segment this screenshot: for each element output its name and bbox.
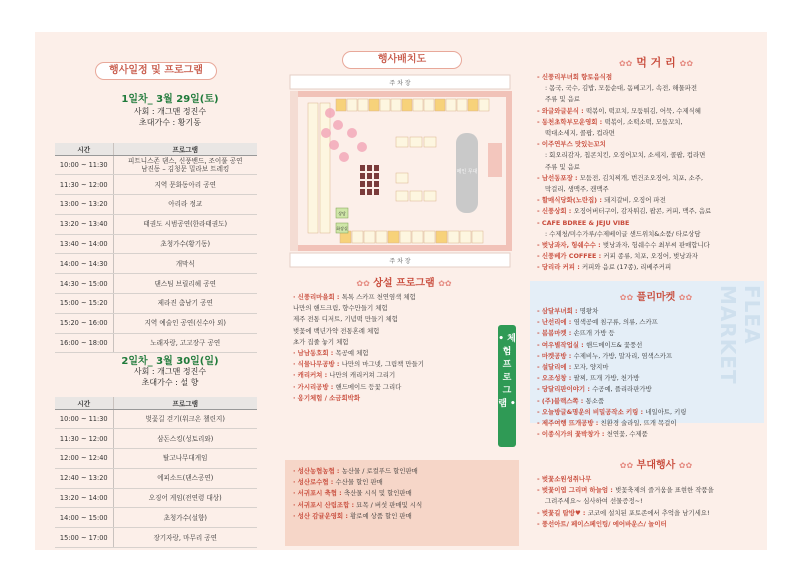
- day2-singer: 초대가수 : 설 향: [141, 378, 199, 387]
- flower-icon: ✿✿: [679, 59, 694, 68]
- list-item: [537, 218, 765, 229]
- table-row: [55, 409, 257, 429]
- item-key: - 이주연부스 맛있는꼬치: [537, 140, 606, 149]
- list-item: [537, 351, 737, 362]
- item-key: - 벚꽃소원성취나무: [537, 475, 592, 483]
- vertical-booth-1: [308, 103, 318, 233]
- item-key: - 신풍베가 COFFEE :: [537, 252, 604, 261]
- list-item: [537, 396, 737, 407]
- table: [360, 181, 365, 187]
- booth: [358, 99, 368, 111]
- item-key: - 당리라 커피 :: [537, 263, 582, 272]
- item-value: 벚꽃축제의 즐거움을 표현한 작품을: [615, 486, 714, 495]
- booth: [336, 99, 346, 111]
- row-time: 10:00 ~ 11:30: [55, 409, 113, 429]
- row-time: 14:00 ~ 15:00: [55, 508, 113, 528]
- table: [367, 181, 372, 187]
- item-key: - 신풍리부녀회 향토음식점: [537, 73, 613, 81]
- row-time: 16:00 ~ 18:00: [55, 333, 113, 353]
- row-program: 오징어 게임(전연령 대상): [113, 488, 257, 508]
- table-row: [55, 175, 257, 195]
- table-row: [55, 274, 257, 294]
- list-item: [293, 511, 513, 522]
- bottom-booth-row: [340, 231, 483, 243]
- list-item: [293, 393, 498, 404]
- row-time: 11:30 ~ 12:00: [55, 175, 113, 195]
- booth: [435, 99, 445, 111]
- booth: [376, 231, 387, 243]
- cherry-tree: [321, 128, 331, 138]
- item-value: : 수제청/미수가루/수제베이글 샌드위치&소품/ 타로상담: [545, 229, 701, 238]
- row-time: 13:20 ~ 13:40: [55, 214, 113, 234]
- booth: [400, 231, 411, 243]
- day1-heading: 1일차_ 3월 29일(토): [121, 94, 219, 105]
- flea-title: ✿✿ 플리마켓 ✿✿: [619, 292, 693, 303]
- side-events-title: ✿✿ 부대행사 ✿✿: [619, 460, 693, 471]
- item-key: - 벚낭과자, 헝쉐수수 :: [537, 241, 603, 250]
- item-value: 주류 및 음료: [545, 95, 580, 104]
- table-row: [55, 488, 257, 508]
- table: [374, 165, 379, 171]
- cherry-tree: [329, 140, 339, 150]
- cherry-tree: [333, 120, 343, 130]
- list-item: [537, 150, 765, 161]
- flea-list: [537, 306, 737, 440]
- cherry-tree: [325, 108, 335, 118]
- item-value: 핸드메이드 등꽃 그리다: [335, 382, 402, 391]
- list-item: [537, 72, 765, 83]
- booth: [457, 99, 467, 111]
- table-row: [55, 155, 257, 175]
- venue-map: [278, 73, 522, 268]
- row-time: 10:00 ~ 11:30: [55, 155, 113, 175]
- flower-icon: ✿✿: [618, 59, 633, 68]
- list-item: [293, 314, 498, 325]
- item-value: 염색공예 침구류, 의류, 스카프: [573, 318, 658, 327]
- row-program: 댄스팀 브릴리헤 공연: [113, 274, 257, 294]
- row-program: 탈고나무대게임: [113, 449, 257, 469]
- row-program: 개막식: [113, 254, 257, 274]
- experience-banner: • 체 험 프 로 그 램 •: [498, 325, 516, 447]
- booth: [479, 99, 489, 111]
- item-key: - 오늘방글&명운의 비밀공작소 키링 :: [537, 407, 646, 416]
- col-program: 프로그램: [113, 143, 257, 155]
- table-row: [55, 429, 257, 449]
- row-time: 13:40 ~ 14:00: [55, 234, 113, 254]
- flea-watermark: FLEA MARKET: [716, 285, 764, 385]
- item-value: 톡톡 스카프 천연염색 체험: [341, 293, 416, 301]
- item-value: 네일아트, 키링: [645, 407, 687, 416]
- row-time: 15:00 ~ 15:20: [55, 294, 113, 314]
- item-value: 묘목 / 버섯 판매및 시식: [356, 500, 423, 509]
- kiosk-label: 상담: [338, 211, 346, 216]
- row-program: 지역 문화동아리 공연: [113, 175, 257, 195]
- item-key: - 이종식가의 꽃박창가 :: [537, 430, 607, 439]
- item-key: - 신풍상회 :: [537, 207, 574, 216]
- item-value: 떡볶이, 소떡소떡, 모둠꼬치,: [604, 117, 683, 126]
- list-item: [537, 206, 765, 217]
- row-time: 15:20 ~ 16:00: [55, 313, 113, 333]
- booth: [396, 191, 408, 201]
- list-item: [537, 173, 765, 184]
- list-item: [537, 106, 765, 117]
- col-time: 시간: [55, 143, 113, 155]
- left-road: [290, 91, 298, 251]
- list-item: [537, 184, 765, 195]
- row-program: 삼돈스킹(성토리와): [113, 429, 257, 449]
- row-program: 장기자랑, 마무리 공연: [113, 528, 257, 548]
- stage-label: 메인 무대: [456, 169, 478, 175]
- list-item: [293, 326, 498, 337]
- booth: [396, 137, 408, 147]
- list-item: [537, 195, 765, 206]
- list-item: [537, 407, 737, 418]
- list-item: [537, 229, 765, 240]
- row-time: 11:30 ~ 12:00: [55, 429, 113, 449]
- item-key: - 와글와글분식 :: [537, 106, 586, 115]
- row-program: 초청가수(설향): [113, 508, 257, 528]
- table-row: [55, 508, 257, 528]
- item-value: 나만의 핸드크림, 향수만들기 체험: [293, 304, 388, 313]
- row-program: 에피소드(댄스공연): [113, 468, 257, 488]
- booth: [436, 231, 447, 243]
- flower-icon: ✿✿: [619, 461, 634, 470]
- list-item: [293, 466, 513, 477]
- list-item: [537, 317, 737, 328]
- row-time: 14:00 ~ 14:30: [55, 254, 113, 274]
- item-value: 벚낭과자, 헝쉐수수 최부씨 판매합니다: [602, 241, 710, 250]
- cherry-tree: [357, 142, 367, 152]
- booth: [412, 231, 423, 243]
- list-item: [537, 262, 765, 273]
- list-item: [537, 362, 737, 373]
- item-key: - 봄봄마켓 :: [537, 329, 574, 338]
- item-value: 커피와 음료 (17종), 리베주커피: [581, 263, 672, 272]
- seating-area: [360, 165, 379, 195]
- item-value: 친환경 술라일, 뜨개 목걸이: [600, 419, 677, 428]
- booth: [472, 231, 483, 243]
- booth: [424, 99, 434, 111]
- table-row: [55, 254, 257, 274]
- booth: [468, 99, 478, 111]
- item-value: 손뜨개 가방 등: [573, 329, 615, 338]
- booth: [369, 99, 379, 111]
- list-item: [537, 519, 765, 530]
- item-key: - 동천초학부모운영회 :: [537, 117, 605, 126]
- item-value: 축산물 시식 및 할인판매: [343, 489, 412, 498]
- booth: [396, 173, 408, 183]
- item-value: 떡대소세지, 콜팝, 컵라면: [545, 129, 615, 138]
- item-value: 제주 전통 디저트, 기념떡 만들기 체험: [293, 315, 398, 324]
- row-time: 13:00 ~ 13:20: [55, 195, 113, 215]
- top-road: [298, 91, 508, 97]
- booth: [410, 191, 422, 201]
- row-program: 초청가수(황기동): [113, 234, 257, 254]
- table: [360, 165, 365, 171]
- item-key: - 당달리판이야기 :: [537, 385, 593, 394]
- side-events-list: [537, 474, 765, 530]
- item-value: 천연꽃, 수제품: [606, 430, 648, 439]
- item-key: · 성산농협농협 :: [293, 467, 342, 475]
- list-item: [293, 292, 498, 303]
- item-value: 초가 집줄 놓기 체험: [293, 337, 349, 346]
- market-list: [293, 466, 513, 522]
- day2-schedule-table: [55, 397, 257, 548]
- list-item: [293, 500, 513, 511]
- row-time: 12:40 ~ 13:20: [55, 468, 113, 488]
- booth: [380, 99, 390, 111]
- table: [374, 181, 379, 187]
- list-item: [537, 128, 765, 139]
- booth: [413, 99, 423, 111]
- flower-icon: ✿✿: [619, 293, 634, 302]
- item-value: 벚꽃에 백년가약 전통혼례 체험: [293, 326, 380, 335]
- item-value: 수공예, 플리라판가방: [592, 385, 652, 394]
- booth: [448, 231, 459, 243]
- item-value: 그려주세요~ 심사하여 선물증정~!: [545, 497, 643, 506]
- row-program: 벚꽃길 걷기(워크온 챌린지): [113, 409, 257, 429]
- center-booths: [396, 137, 436, 201]
- list-item: [293, 348, 498, 359]
- item-key: · 신풍리마을회 :: [293, 293, 342, 301]
- table: [367, 165, 372, 171]
- item-key: - 할매식당화(노란집) :: [537, 196, 605, 205]
- row-time: 13:20 ~ 14:00: [55, 488, 113, 508]
- list-item: [537, 117, 765, 128]
- day2-heading: 2일차_ 3월 30일(일): [121, 356, 219, 367]
- item-key: - 설달리에 :: [537, 363, 574, 372]
- row-time: 12:00 ~ 12:40: [55, 449, 113, 469]
- list-item: [293, 477, 513, 488]
- schedule-title: 행사일정 및 프로그램: [95, 62, 217, 80]
- item-value: 커피 종류, 치포, 오징어, 벚낭과자: [603, 252, 698, 261]
- item-value: 오징어버터구이, 감자튀김, 팝콘, 커피, 맥주, 음료: [573, 207, 712, 216]
- row-time: 15:00 ~ 17:00: [55, 528, 113, 548]
- item-value: 주류 및 음료: [545, 162, 580, 171]
- item-value: 떡볶이, 떡꼬치, 모둠튀김, 어묵, 수제식혜: [585, 106, 701, 115]
- table: [360, 189, 365, 195]
- list-item: [537, 429, 737, 440]
- day1-singer: 초대가수 : 황기동: [139, 118, 201, 127]
- list-item: [537, 474, 765, 485]
- list-item: [537, 139, 765, 150]
- item-value: : 몸국, 국수, 김밥, 모둠순대, 돔베고기, 속전, 해물파전: [545, 84, 698, 93]
- item-key: · 식물나무공방 :: [293, 360, 342, 369]
- item-value: 코코에 설치된 포토존에서 추억을 남기세요!: [587, 508, 710, 517]
- item-value: 통소품: [585, 396, 605, 405]
- table: [374, 173, 379, 179]
- table-row: [55, 214, 257, 234]
- item-key: - CAFE BDREE & JEJU VIBE: [537, 218, 630, 227]
- flower-icon: ✿✿: [678, 293, 693, 302]
- item-key: - 오조성창 :: [537, 374, 574, 383]
- item-key: - 난선리에 :: [537, 318, 574, 327]
- item-value: 돼지갈비, 오징어 파전: [604, 196, 666, 205]
- list-item: [293, 488, 513, 499]
- list-item: [537, 251, 765, 262]
- booth: [410, 137, 422, 147]
- list-item: [537, 418, 737, 429]
- item-key: · 캐리커쳐 :: [293, 371, 330, 380]
- day1-schedule-table: [55, 143, 257, 353]
- booth: [402, 99, 412, 111]
- top-parking-label: 주 차 장: [389, 80, 411, 87]
- list-item: [537, 240, 765, 251]
- bottom-road: [298, 245, 508, 251]
- experience-title: ✿✿ 상설 프로그램 ✿✿: [356, 278, 452, 289]
- table-row: [55, 234, 257, 254]
- cherry-tree: [347, 128, 357, 138]
- item-key: - 제주여행 뜨개공방 :: [537, 419, 601, 428]
- table-row: [55, 528, 257, 548]
- bottom-parking-label: 주 차 장: [389, 258, 411, 265]
- item-value: 나만의 마그넷, 그림책 만들기: [341, 360, 424, 369]
- table-row: [55, 468, 257, 488]
- booth: [446, 99, 456, 111]
- item-key: - 삼달부녀회 :: [537, 307, 580, 315]
- day1-mc: 사회 : 개그맨 정진수: [133, 107, 207, 116]
- top-booth-row: [336, 99, 489, 111]
- item-value: 핸드메이드& 꽃풍선: [585, 340, 643, 349]
- table: [367, 189, 372, 195]
- table-row: [55, 313, 257, 333]
- list-item: [537, 83, 765, 94]
- flower-icon: ✿✿: [438, 279, 452, 288]
- list-item: [537, 94, 765, 105]
- table-row: [55, 449, 257, 469]
- item-value: 수제비누, 가방, 말자리, 염색스카프: [573, 351, 673, 360]
- list-item: [293, 382, 498, 393]
- list-item: [537, 496, 765, 507]
- item-value: 모자, 양지마: [573, 363, 609, 372]
- item-key: - 남선동포장 :: [537, 173, 580, 182]
- row-program: 태권도 시범공연(한라태권도): [113, 214, 257, 234]
- table: [360, 173, 365, 179]
- col-program: 프로그램: [113, 397, 257, 409]
- right-road: [506, 91, 512, 251]
- list-item: [537, 373, 737, 384]
- item-value: 막걸리, 생맥주, 캔맥주: [545, 185, 609, 194]
- booth: [364, 231, 375, 243]
- item-value: : 회오리감자, 칩콘치킨, 오징어꼬치, 소세지, 콜팝, 컵라면: [545, 151, 706, 160]
- toilet-label: 화장실: [336, 226, 348, 231]
- experience-list: [293, 292, 498, 404]
- list-item: [293, 370, 498, 381]
- item-key: · 성산로수협 :: [293, 478, 336, 487]
- item-key: - 풍선아트/ 페이스페인팅/ 에어바운스/ 놀이터: [537, 519, 667, 528]
- item-key: · 서귀포시 축협 :: [293, 489, 344, 498]
- table-row: [55, 333, 257, 353]
- item-key: - 벚꽃길 탐방♥ :: [537, 508, 588, 517]
- list-item: [293, 303, 498, 314]
- list-item: [537, 508, 765, 519]
- list-item: [537, 328, 737, 339]
- booth: [424, 191, 436, 201]
- booth: [424, 137, 436, 147]
- item-key: · 옹기체험 / 소금회박화: [293, 393, 360, 402]
- item-key: - 벚꽃이엽 그리며 하늘엄 :: [537, 486, 616, 495]
- table: [374, 189, 379, 195]
- booth: [388, 231, 399, 243]
- list-item: [537, 306, 737, 317]
- item-value: 명왕차: [579, 307, 599, 315]
- list-item: [293, 337, 498, 348]
- item-key: - 마켓공방 :: [537, 351, 574, 360]
- item-key: · 남남동호회 :: [293, 349, 336, 358]
- cherry-tree: [339, 152, 349, 162]
- item-key: · 성산 감귤운영회 :: [293, 511, 351, 520]
- item-value: 팔찌, 뜨개 가방, 천가방: [573, 374, 640, 383]
- item-value: 목공예 체험: [335, 349, 369, 358]
- booth: [424, 231, 435, 243]
- item-value: 황로예 상품 할인 판매: [350, 511, 412, 520]
- table-row: [55, 195, 257, 215]
- booth: [391, 99, 401, 111]
- item-key: · 가시리공방 :: [293, 382, 336, 391]
- day2-mc: 사회 : 개그맨 정진수: [133, 367, 207, 376]
- list-item: [537, 485, 765, 496]
- right-booth: [488, 143, 502, 177]
- item-key: - 여우별작업실 :: [537, 340, 586, 349]
- vertical-booth-2: [320, 103, 330, 233]
- row-program: 노래자랑, 고고장구 공연: [113, 333, 257, 353]
- list-item: [537, 162, 765, 173]
- row-program: 제라진 춤남기 공연: [113, 294, 257, 314]
- item-value: 농산물 / 로컬푸드 할인판매: [341, 467, 418, 475]
- item-value: 나만의 캐리커쳐 그리기: [329, 371, 396, 380]
- list-item: [537, 340, 737, 351]
- item-value: 모둠전, 김치찌개, 번건조오징어, 치포, 소주,: [579, 173, 703, 182]
- food-list: [537, 72, 765, 274]
- row-program: 피트니스존 댄스, 신풍밴드, 조이풀 공연 남진동 – 김청문 밀라보 트레킹: [113, 155, 257, 175]
- flower-icon: ✿✿: [678, 461, 693, 470]
- table: [367, 173, 372, 179]
- row-program: 아리라 정교: [113, 195, 257, 215]
- row-time: 14:30 ~ 15:00: [55, 274, 113, 294]
- food-title: ✿✿ 먹 거 리 ✿✿: [618, 56, 694, 69]
- table-row: [55, 294, 257, 314]
- col-time: 시간: [55, 397, 113, 409]
- list-item: [537, 384, 737, 395]
- item-value: 수산물 할인 판매: [335, 478, 383, 487]
- booth: [347, 99, 357, 111]
- item-key: - (주)블랙스쪽 :: [537, 396, 586, 405]
- map-title: 행사배치도: [342, 51, 462, 69]
- row-program: 지역 예술인 공연(신수아 외): [113, 313, 257, 333]
- list-item: [293, 359, 498, 370]
- flower-icon: ✿✿: [356, 279, 370, 288]
- booth: [352, 231, 363, 243]
- item-key: · 서귀포시 산림조합 :: [293, 500, 357, 509]
- booth: [460, 231, 471, 243]
